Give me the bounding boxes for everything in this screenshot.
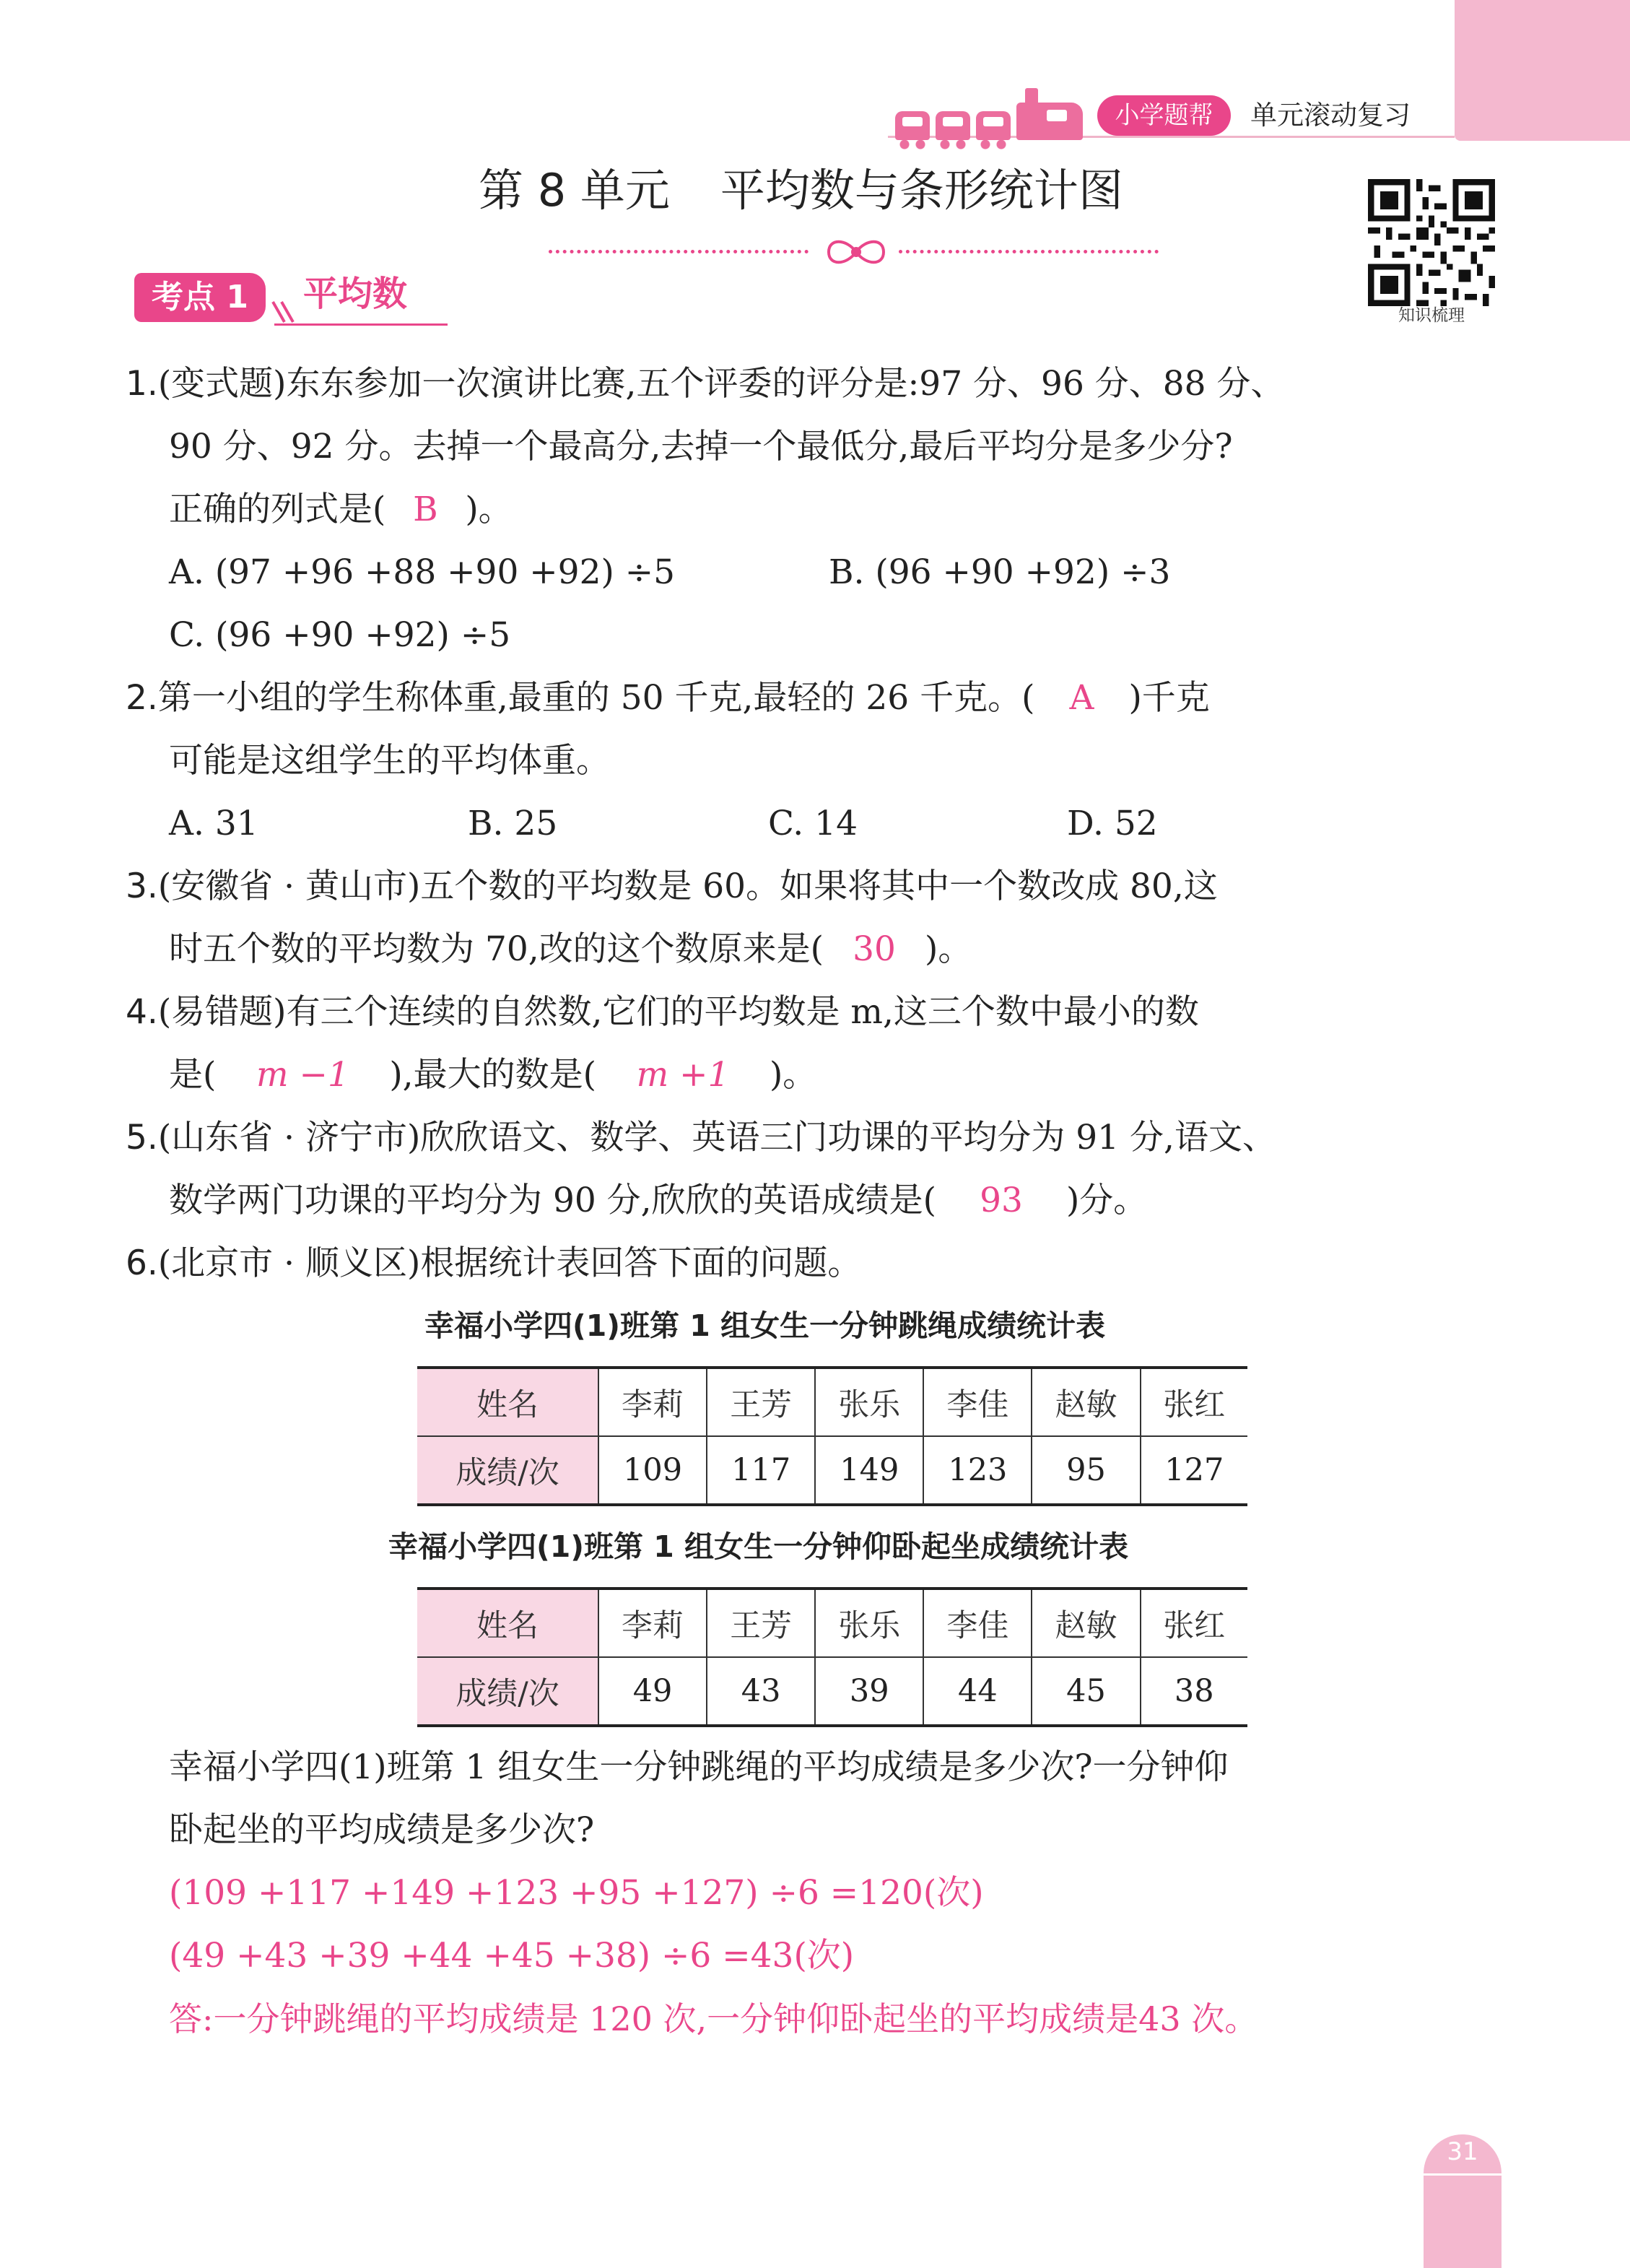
table-cell: 王芳 [707,1589,815,1657]
brand-badge: 小学题帮 [1097,95,1231,136]
table-cell: 45 [1032,1657,1140,1726]
table-cell: 赵敏 [1032,1368,1140,1436]
q5-line-2: 数学两门功课的平均分为 90 分,欣欣的英语成绩是( 93 )分。 [169,1179,1147,1222]
table-cell: 成绩/次 [417,1657,598,1726]
table-cell: 39 [815,1657,923,1726]
table-cell: 49 [598,1657,707,1726]
q6-work-1: (109 +117 +149 +123 +95 +127) ÷6 =120(次) [169,1873,984,1913]
q5-number: 5. [126,1118,158,1157]
qr-label: 知识梳理 [1398,306,1465,325]
q2-number: 2. [126,678,158,718]
q5-answer: 93 [980,1181,1023,1220]
train-car-icon [936,111,970,140]
q6-number: 6. [126,1243,158,1283]
q4-answer-min: m −1 [256,1055,349,1095]
table-cell: 127 [1141,1436,1247,1505]
q2-option-a: A. 31 [169,804,258,843]
q2-option-b: B. 25 [468,804,558,843]
table2-caption: 幸福小学四(1)班第 1 组女生一分钟仰卧起坐成绩统计表 [388,1529,1129,1564]
table-cell: 王芳 [707,1368,815,1436]
train-icon [895,85,1083,140]
section-underline [274,323,448,326]
page-title [479,162,1123,220]
q2-line-1: 2.第一小组的学生称体重,最重的 50 千克,最轻的 26 千克。( A )千克 [126,677,1210,720]
table-cell: 李莉 [598,1368,707,1436]
q2-line-2: 可能是这组学生的平均体重。 [169,741,610,781]
header-subtitle: 单元滚动复习 [1250,100,1411,131]
q2-option-d: D. 52 [1067,804,1158,843]
q1-line-2: 90 分、92 分。去掉一个最高分,去掉一个最低分,最后平均分是多少分? [169,427,1233,466]
train-car-icon [895,111,930,140]
q3-line-1: 3.(安徽省 · 黄山市)五个数的平均数是 60。如果将其中一个数改成 80,这 [126,866,1218,906]
q2-option-c: C. 14 [768,804,858,843]
q6-work-2: (49 +43 +39 +44 +45 +38) ÷6 =43(次) [169,1936,855,1976]
section-badge: 考点 1 [134,273,266,322]
unit-name: 平均数与条形统计图 [720,164,1123,217]
q6-line-1: 6.(北京市 · 顺义区)根据统计表回答下面的问题。 [126,1243,862,1283]
jump-rope-table [417,1366,1247,1506]
q1-number: 1. [126,364,158,404]
table1-caption: 幸福小学四(1)班第 1 组女生一分钟跳绳成绩统计表 [424,1308,1106,1343]
table-cell: 44 [923,1657,1032,1726]
q1-answer: B [413,490,438,529]
table-cell: 赵敏 [1032,1589,1140,1657]
table-row [417,1657,1247,1726]
table-cell: 姓名 [417,1589,598,1657]
q1-option-a: A. (97 +96 +88 +90 +92) ÷5 [169,552,676,592]
table-cell: 张乐 [815,1589,923,1657]
q1-line-1: 1.(变式题)东东参加一次演讲比赛,五个评委的评分是:97 分、96 分、88 分、 [126,364,1285,404]
sit-up-table [417,1587,1247,1727]
title-dotted-line [899,250,1159,253]
q4-line-1: 4.(易错题)有三个连续的自然数,它们的平均数是 m,这三个数中最小的数 [126,992,1199,1032]
table-cell: 张乐 [815,1368,923,1436]
q3-answer: 30 [853,929,896,969]
table-cell: 38 [1141,1657,1247,1726]
train-car-icon [976,111,1011,140]
bow-icon [824,235,888,269]
table-cell: 109 [598,1436,707,1505]
table-cell: 张红 [1141,1368,1247,1436]
q1-option-b: B. (96 +90 +92) ÷3 [829,552,1171,592]
table-row [417,1368,1247,1436]
title-dotted-line [549,250,809,253]
section-title: 平均数 [303,274,408,314]
table-cell: 117 [707,1436,815,1505]
table-cell: 149 [815,1436,923,1505]
page-number-underline [1424,2173,1502,2176]
q4-answer-max: m +1 [636,1055,730,1095]
q5-line-1: 5.(山东省 · 济宁市)欣欣语文、数学、英语三门功课的平均分为 91 分,语文、 [126,1118,1276,1157]
table-cell: 张红 [1141,1589,1247,1657]
table-row [417,1589,1247,1657]
table-cell: 李佳 [923,1589,1032,1657]
q6-question-1: 幸福小学四(1)班第 1 组女生一分钟跳绳的平均成绩是多少次?一分钟仰 [169,1747,1229,1787]
unit-label: 第 8 单元 [479,164,670,217]
qr-code-icon[interactable] [1368,179,1495,306]
table-cell: 李佳 [923,1368,1032,1436]
table-cell: 姓名 [417,1368,598,1436]
table-cell: 李莉 [598,1589,707,1657]
table-cell: 123 [923,1436,1032,1505]
q1-line-3: 正确的列式是( B )。 [169,488,513,531]
table-cell: 95 [1032,1436,1140,1505]
q4-number: 4. [126,992,158,1032]
q3-line-2: 时五个数的平均数为 70,改的这个数原来是( 30 )。 [169,928,972,971]
q6-final-answer: 答:一分钟跳绳的平均成绩是 120 次,一分钟仰卧起坐的平均成绩是43 次。 [169,1999,1258,2038]
q1-option-c: C. (96 +90 +92) ÷5 [169,615,511,655]
q3-number: 3. [126,866,158,906]
table-cell: 43 [707,1657,815,1726]
table-row [417,1436,1247,1505]
corner-tab [1455,0,1630,141]
q2-answer: A [1069,678,1094,718]
q4-line-2: 是( m −1 ),最大的数是( m +1 )。 [169,1053,816,1097]
q6-question-2: 卧起坐的平均成绩是多少次? [169,1810,595,1850]
table-cell: 成绩/次 [417,1436,598,1505]
train-engine-icon [1016,103,1083,140]
page-number: 31 [1447,2137,1478,2166]
